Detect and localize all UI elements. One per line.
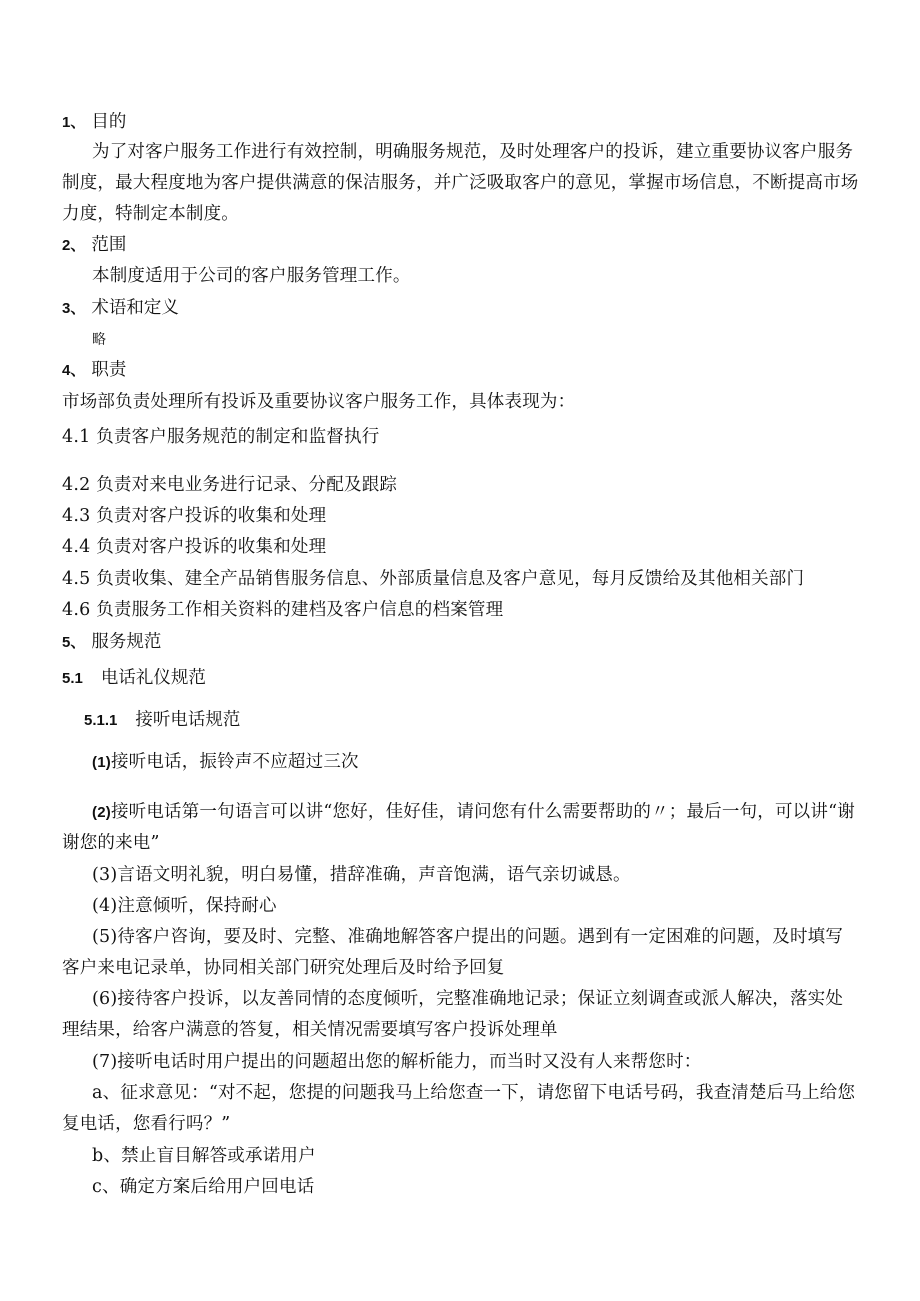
list-item: 4.2 负责对来电业务进行记录、分配及跟踪 — [62, 475, 398, 495]
rule-number: (1) — [92, 754, 111, 771]
section-1-heading — [62, 114, 126, 132]
rule-text: 接听电话，振铃声不应超过三次 — [110, 752, 359, 772]
section-number: 4、 — [62, 362, 86, 379]
section-number: 3、 — [62, 300, 86, 317]
section-2-paragraph: 本制度适用于公司的客户服务管理工作。 — [92, 266, 411, 286]
subsection-5-1-heading — [62, 670, 206, 688]
rule-2 — [62, 797, 860, 859]
rule-1 — [92, 754, 359, 772]
list-item: 4.5 负责收集、建全产品销售服务信息、外部质量信息及客户意见，每月反馈给及其他相关部门 — [62, 569, 805, 589]
section-2-heading — [62, 237, 126, 255]
section-title: 术语和定义 — [91, 298, 179, 318]
list-item: 4.1 负责客户服务规范的制定和监督执行 — [62, 427, 380, 447]
section-1-paragraph: 为了对客户服务工作进行有效控制，明确服务规范，及时处理客户的投诉，建立重要协议客户服务制度，最大程度地为客户提供满意的保洁服务，并广泛吸取客户的意见，掌握市场信息，不断提高市场力度，特制定本制度。 — [62, 142, 859, 224]
subsection-5-1-1-heading — [84, 712, 240, 730]
section-title: 范围 — [91, 235, 127, 255]
section-3-paragraph: 略 — [92, 332, 106, 348]
list-item: 4.6 负责服务工作相关资料的建档及客户信息的档案管理 — [62, 600, 504, 620]
section-number: 2、 — [62, 237, 86, 254]
list-item: 4.3 负责对客户投诉的收集和处理 — [62, 506, 327, 526]
subsection-title: 电话礼仪规范 — [100, 668, 206, 688]
section-4-heading — [62, 362, 126, 380]
rule-text: 接听电话第一句语言可以讲“您好，佳好佳，请问您有什么需要帮助的〃；最后一句，可以讲“谢谢您的来电” — [62, 802, 855, 853]
rule-4: (4)注意倾听，保持耐心 — [92, 896, 277, 916]
rule-7-c: c、确定方案后给用户回电话 — [92, 1177, 315, 1197]
section-5-heading — [62, 634, 161, 652]
rule-number: (2) — [92, 804, 111, 821]
section-3-heading — [62, 300, 179, 318]
rule-3: (3)言语文明礼貌，明白易懂，措辞准确，声音饱满，语气亲切诚恳。 — [92, 865, 631, 885]
rule-7: (7)接听电话时用户提出的问题超出您的解析能力，而当时又没有人来帮您时： — [92, 1052, 702, 1072]
subsection-number: 5.1 — [62, 670, 83, 687]
section-4-intro: 市场部负责处理所有投诉及重要协议客户服务工作，具体表现为： — [62, 392, 576, 412]
subsection-number: 5.1.1 — [84, 712, 118, 729]
rule-5: (5)待客户咨询，要及时、完整、准确地解答客户提出的问题。遇到有一定困难的问题，及时填写客户来电记录单，协同相关部门研究处理后及时给予回复 — [62, 927, 844, 978]
rule-7-b: b、禁止盲目解答或承诺用户 — [92, 1146, 316, 1166]
subsection-title: 接听电话规范 — [135, 710, 241, 730]
section-number: 5、 — [62, 634, 86, 651]
section-title: 服务规范 — [91, 632, 162, 652]
rule-7-a: a、征求意见：“对不起，您提的问题我马上给您查一下，请您留下电话号码，我查清楚后马上给您复电话，您看行吗？” — [62, 1083, 856, 1134]
section-title: 目的 — [91, 112, 127, 132]
section-title: 职责 — [91, 360, 127, 380]
list-item: 4.4 负责对客户投诉的收集和处理 — [62, 537, 327, 557]
section-number: 1、 — [62, 114, 86, 131]
rule-6: (6)接待客户投诉，以友善同情的态度倾听，完整准确地记录；保证立刻调查或派人解决，落实处理结果，给客户满意的答复，相关情况需要填写客户投诉处理单 — [62, 989, 844, 1040]
